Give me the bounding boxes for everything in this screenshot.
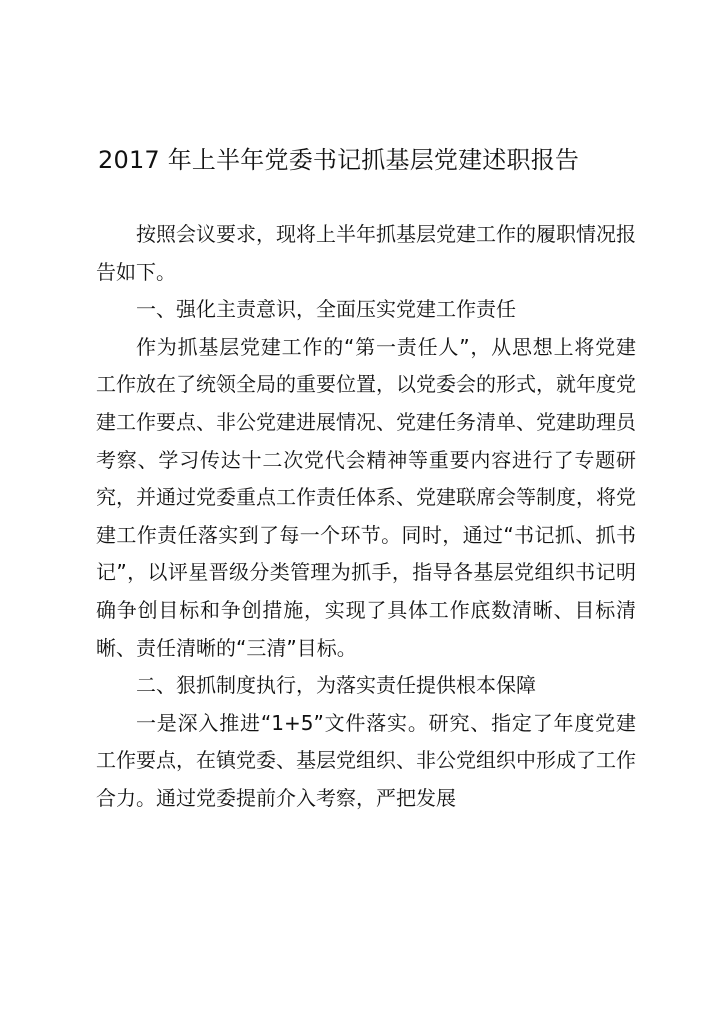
section-heading: 一、强化主责意识，全面压实党建工作责任 — [136, 297, 516, 322]
document-body — [96, 216, 636, 818]
section-heading: 二、狠抓制度执行，为落实责任提供根本保障 — [136, 673, 536, 698]
document-title: 2017 年上半年党委书记抓基层党建述职报告 — [98, 146, 580, 174]
body-paragraph: 作为抓基层党建工作的“第一责任人”，从思想上将党建工作放在了统领全局的重要位置，以党委会的形式，就年度党建工作要点、非公党建进展情况、党建任务清单、党建助理员考察、学习传达十二次党代会精神等重要内容进行了专题研究，并通过党委重点工作责任体系、党建联席会等制度，将党建工作责任落实到了每一个环节。同时，通过“书记抓、抓书记”，以评星晋级分类管理为抓手，指导各基层党组织书记明确争创目标和争创措施，实现了具体工作底数清晰、目标清晰、责任清晰的“三清”目标。 — [96, 334, 636, 660]
body-paragraph: 按照会议要求，现将上半年抓基层党建工作的履职情况报告如下。 — [96, 222, 636, 284]
body-paragraph: 一是深入推进“1+5”文件落实。研究、指定了年度党建工作要点，在镇党委、基层党组织、非公党组织中形成了工作合力。通过党委提前介入考察，严把发展 — [96, 710, 636, 810]
